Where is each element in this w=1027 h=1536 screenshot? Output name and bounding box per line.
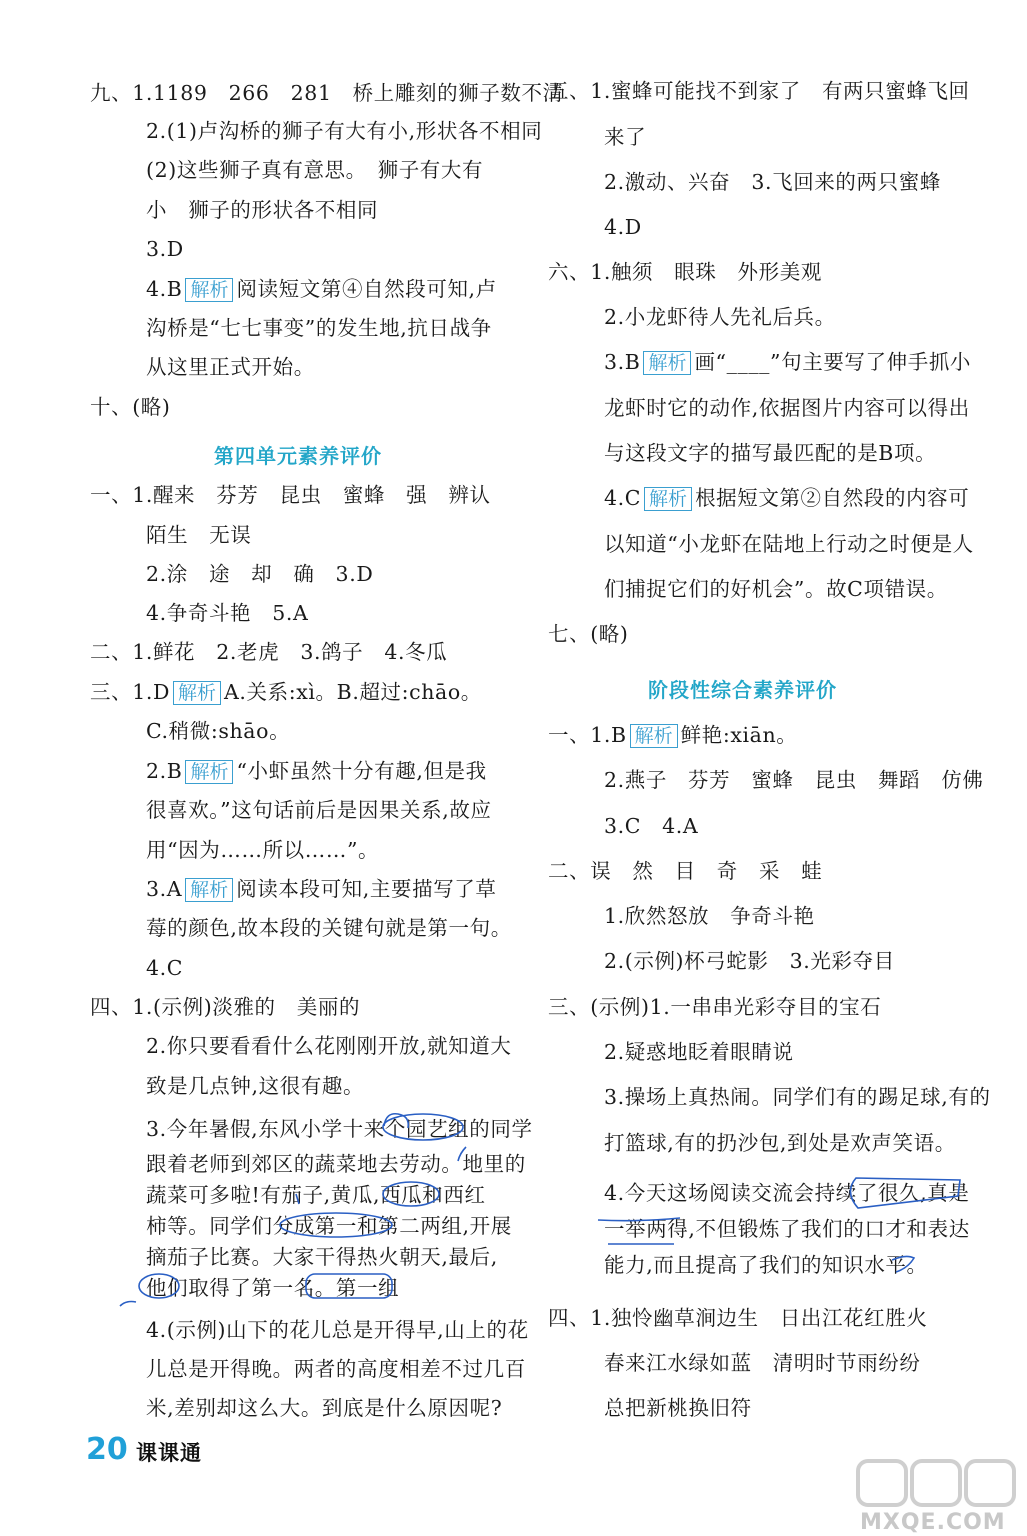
line-text: 龙虾时它的动作,依据图片内容可以得出 xyxy=(604,396,970,420)
line-text: 七、(略) xyxy=(548,622,629,646)
line-text: 2.小龙虾待人先礼后兵。 xyxy=(604,305,836,329)
line-text: 打篮球,有的扔沙包,到处是欢声笑语。 xyxy=(604,1131,956,1155)
watermark-text: MXQE.COM xyxy=(860,1510,1006,1535)
page-number: 20 xyxy=(86,1432,128,1467)
line-text: 2.激动、兴奋 3.飞回来的两只蜜蜂 xyxy=(604,170,941,194)
line-text: 4.(示例)山下的花儿总是开得早,山上的花 xyxy=(146,1318,529,1342)
line-text: 柿等。同学们分成第一和第二两组,开展 xyxy=(146,1214,512,1238)
answer-number: 一、1.B xyxy=(548,723,627,747)
line-text: 2.疑惑地眨着眼睛说 xyxy=(604,1040,794,1064)
line-text: 从这里正式开始。 xyxy=(146,355,315,379)
analysis-tag: 解析 xyxy=(644,487,692,511)
answer-number: 2.B xyxy=(146,759,183,783)
line-text: 以知道“小龙虾在陆地上行动之时便是人 xyxy=(604,532,974,556)
line-text: 总把新桃换旧符 xyxy=(604,1396,752,1420)
line-text: 很喜欢。”这句话前后是因果关系,故应 xyxy=(146,798,492,822)
line-text: 3.D xyxy=(146,237,184,261)
line-text: 用“因为……所以……”。 xyxy=(146,838,380,862)
answer-number: 3.B xyxy=(604,350,641,374)
line-text: 2.涂 途 却 确 3.D xyxy=(146,562,374,586)
line-text: 小 狮子的形状各不相同 xyxy=(146,198,379,222)
line-text: 十、(略) xyxy=(90,395,171,419)
line-text: “小虾虽然十分有趣,但是我 xyxy=(236,759,487,783)
line-text: 鲜艳:xiān。 xyxy=(680,723,798,747)
analysis-tag: 解析 xyxy=(185,278,233,302)
analysis-tag: 解析 xyxy=(185,878,233,902)
line-text: 2.(示例)杯弓蛇影 3.光彩夺目 xyxy=(604,949,895,973)
answer-number: 4.C xyxy=(604,486,642,510)
line-text: 儿总是开得晚。两者的高度相差不过几百 xyxy=(146,1357,526,1381)
line-text: C.稍微:shāo。 xyxy=(146,719,291,743)
analysis-tag: 解析 xyxy=(643,351,691,375)
line-text: 五、1.蜜蜂可能找不到家了 有两只蜜蜂飞回 xyxy=(548,79,970,103)
line-text: 根据短文第②自然段的内容可 xyxy=(695,486,970,510)
line-text: 二、1.鲜花 2.老虎 3.鸽子 4.冬瓜 xyxy=(90,640,448,664)
line-text: 四、1.独怜幽草涧边生 日出江花红胜火 xyxy=(548,1306,928,1330)
line-text: 六、1.触须 眼珠 外形美观 xyxy=(548,260,822,284)
line-text: 一举两得,不但锻炼了我们的口才和表达 xyxy=(604,1217,970,1241)
answer-number: 4.B xyxy=(146,277,183,301)
line-text: 九、1.1189 266 281 桥上雕刻的狮子数不清 xyxy=(90,81,564,105)
line-text: 春来江水绿如蓝 清明时节雨纷纷 xyxy=(604,1351,921,1375)
line-text: 画“____”句主要写了伸手抓小 xyxy=(694,350,972,374)
line-text: 跟着老师到郊区的蔬菜地去劳动。地里的 xyxy=(146,1152,526,1176)
line-text: 莓的颜色,故本段的关键句就是第一句。 xyxy=(146,916,512,940)
line-text: 2.你只要看看什么花刚刚开放,就知道大 xyxy=(146,1034,512,1058)
line-text: 一、1.醒来 芬芳 昆虫 蜜蜂 强 辨认 xyxy=(90,483,491,507)
answer-number: 三、1.D xyxy=(90,680,170,704)
analysis-tag: 解析 xyxy=(630,724,678,748)
line-text: 陌生 无误 xyxy=(146,523,252,547)
line-text: 二、误 然 目 奇 采 蛙 xyxy=(548,859,823,883)
line-text: 能力,而且提高了我们的知识水平。 xyxy=(604,1253,928,1277)
line-text: 四、1.(示例)淡雅的 美丽的 xyxy=(90,995,361,1019)
line-text: 3.C 4.A xyxy=(604,814,699,838)
line-text: A.关系:xì。B.超过:chāo。 xyxy=(224,680,482,704)
line-text: 沟桥是“七七事变”的发生地,抗日战争 xyxy=(146,316,492,340)
line-text: 致是几点钟,这很有趣。 xyxy=(146,1074,365,1098)
line-text: 摘茄子比赛。大家干得热火朝天,最后, xyxy=(146,1245,498,1269)
line-text: (2)这些狮子真有意思。 狮子有大有 xyxy=(146,158,484,182)
line-text: 4.争奇斗艳 5.A xyxy=(146,601,309,625)
line-text: 他们取得了第一名。第一组 xyxy=(146,1276,400,1300)
section-title-stage-review: 阶段性综合素养评价 xyxy=(648,678,837,702)
line-text: 4.C xyxy=(146,956,184,980)
line-text: 蔬菜可多啦!有茄子,黄瓜,西瓜和西红 xyxy=(146,1183,486,1207)
line-text: 米,差别却这么大。到底是什么原因呢? xyxy=(146,1396,503,1420)
line-text: 4.D xyxy=(604,215,642,239)
line-text: 来了 xyxy=(604,125,647,149)
line-text: 2.燕子 芬芳 蜜蜂 昆虫 舞蹈 仿佛 xyxy=(604,768,984,792)
analysis-tag: 解析 xyxy=(185,760,233,784)
line-text: 与这段文字的描写最匹配的是B项。 xyxy=(604,441,937,465)
line-text: 2.(1)卢沟桥的狮子有大有小,形状各不相同 xyxy=(146,119,543,143)
line-text: 三、(示例)1.一串串光彩夺目的宝石 xyxy=(548,995,882,1019)
answer-number: 3.A xyxy=(146,877,183,901)
line-text: 4.今天这场阅读交流会持续了很久,真是 xyxy=(604,1181,970,1205)
line-text: 阅读本段可知,主要描写了草 xyxy=(236,877,497,901)
line-text: 3.今年暑假,东风小学十来个园艺组的同学 xyxy=(146,1117,533,1141)
line-text: 3.操场上真热闹。同学们有的踢足球,有的 xyxy=(604,1085,991,1109)
line-text: 阅读短文第④自然段可知,卢 xyxy=(236,277,497,301)
line-text: 1.欣然怒放 争奇斗艳 xyxy=(604,904,815,928)
analysis-tag: 解析 xyxy=(173,681,221,705)
section-title-unit4: 第四单元素养评价 xyxy=(214,444,382,468)
line-text: 们捕捉它们的好机会”。故C项错误。 xyxy=(604,577,948,601)
book-title: 课课通 xyxy=(136,1441,202,1465)
